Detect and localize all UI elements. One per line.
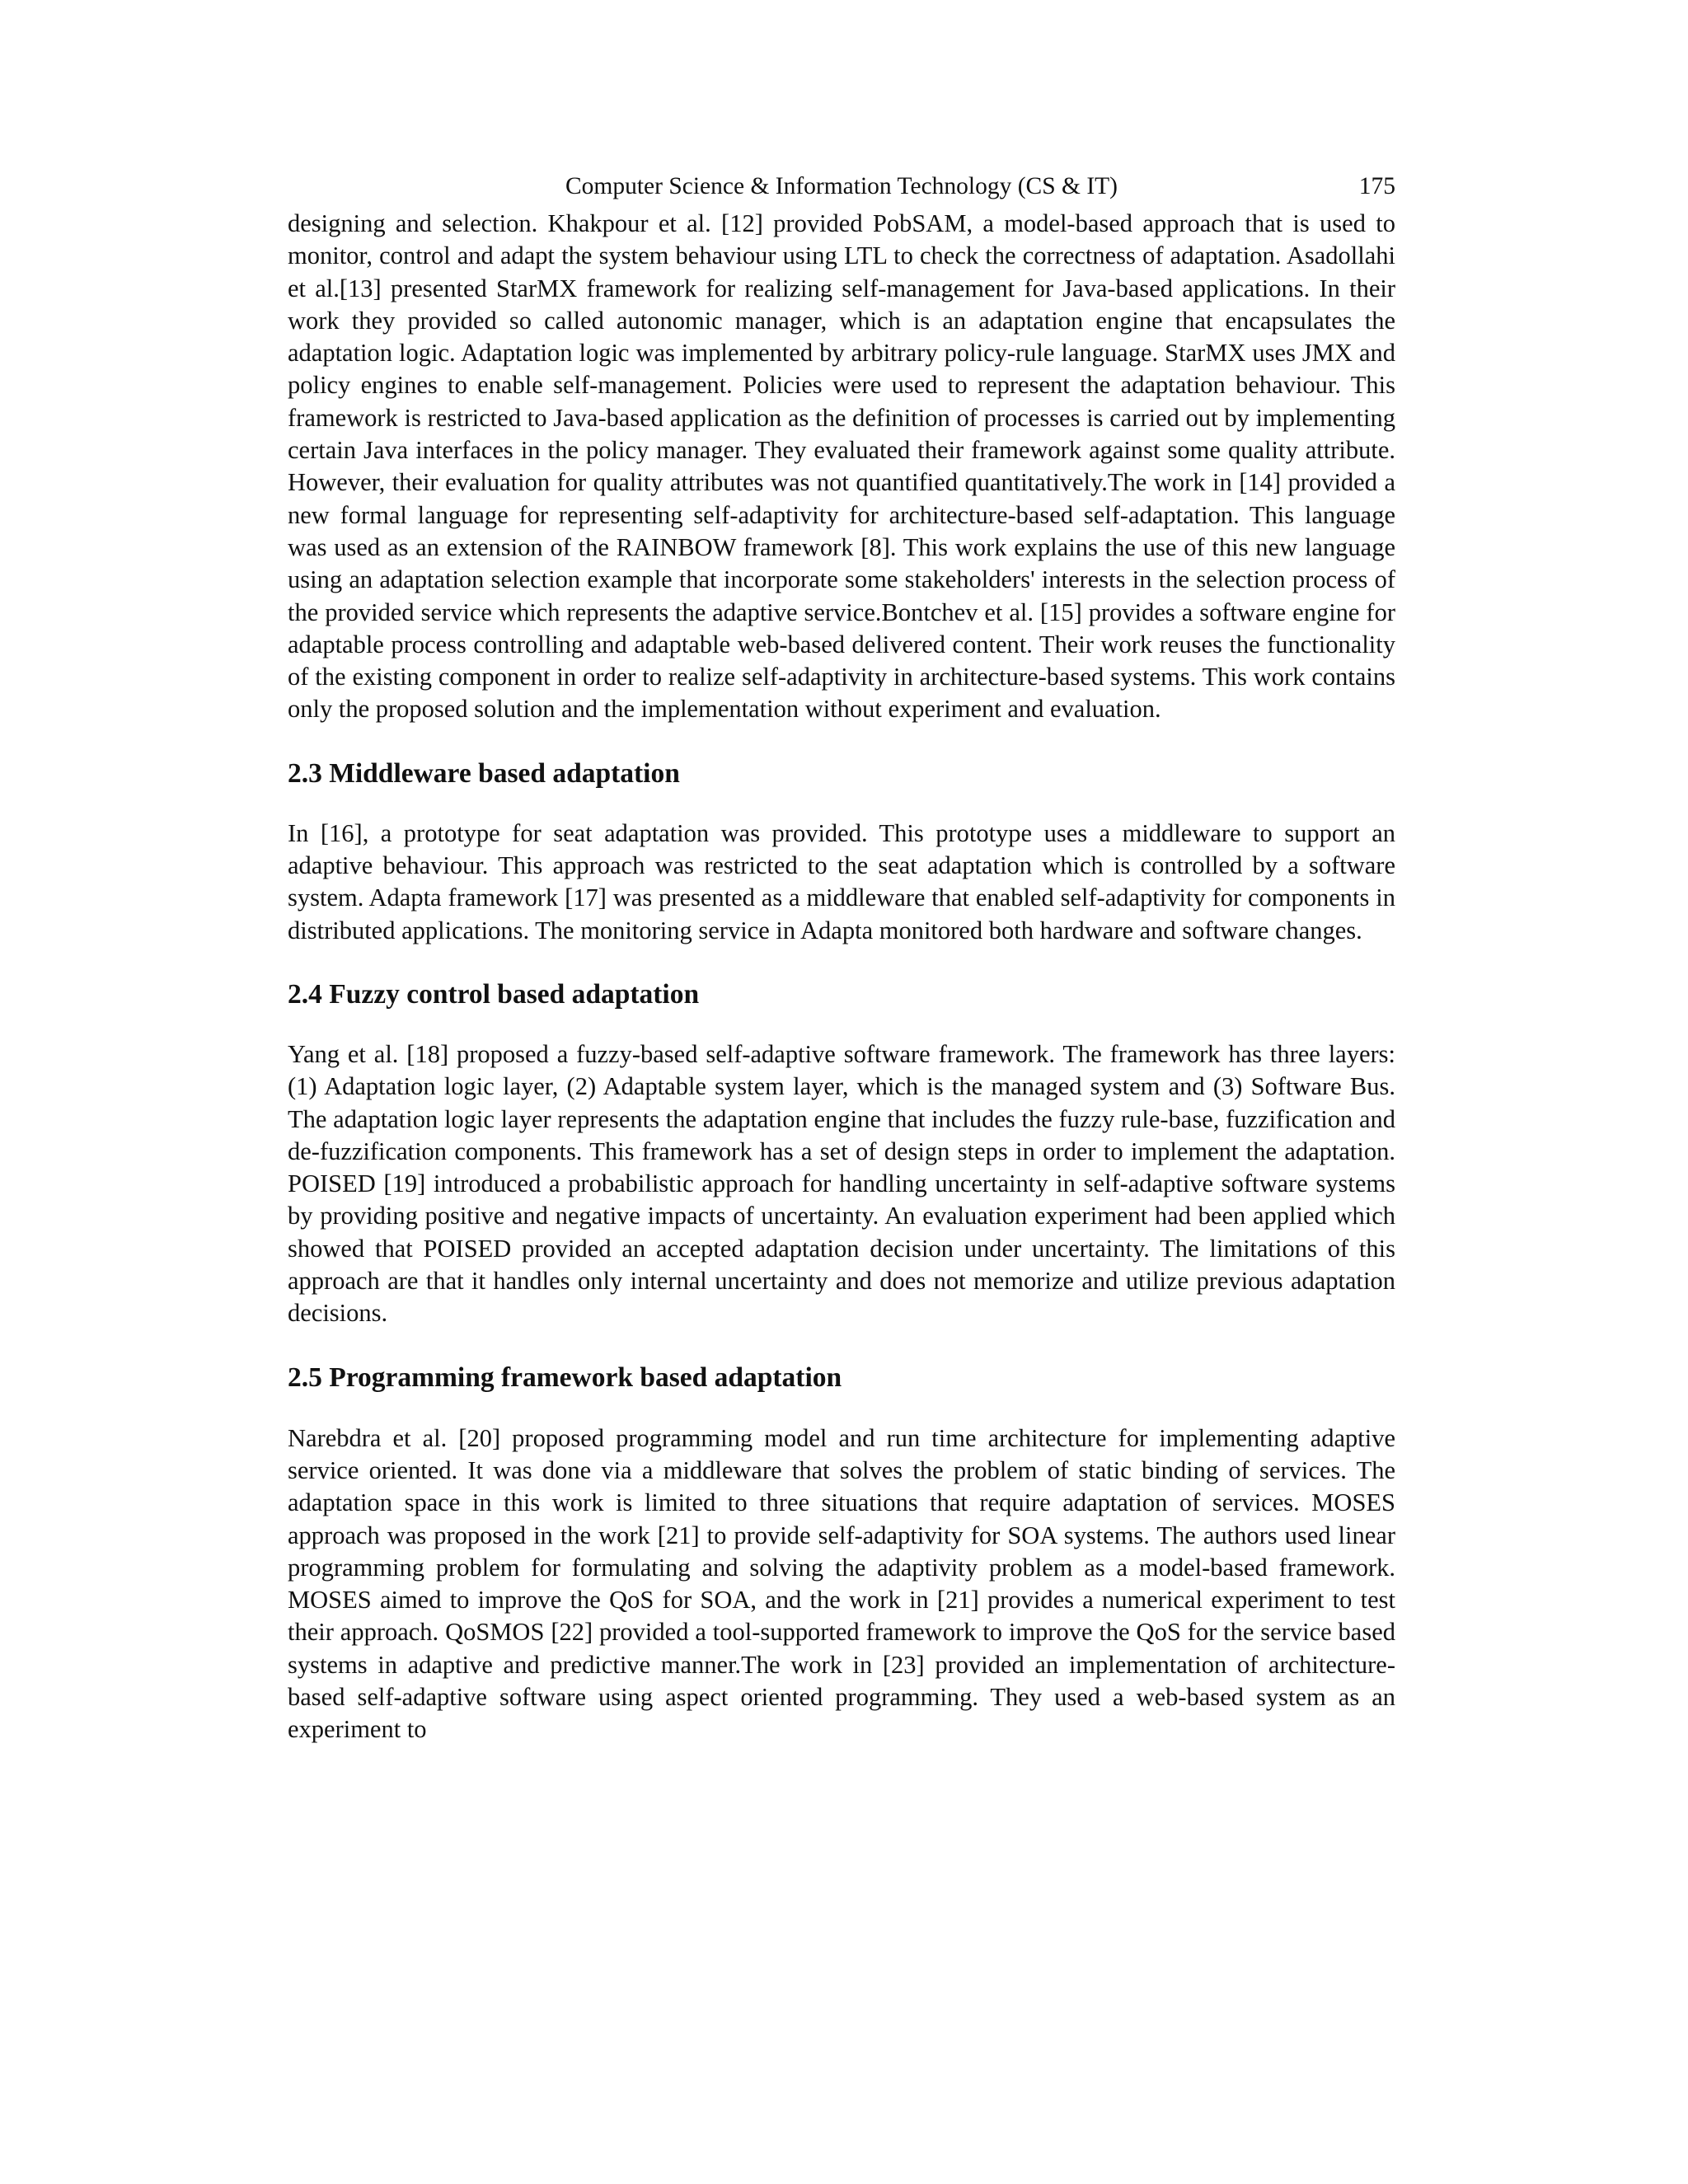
section-heading-middleware: 2.3 Middleware based adaptation [288, 757, 680, 789]
section-heading-fuzzy: 2.4 Fuzzy control based adaptation [288, 978, 700, 1010]
continuation-paragraph: designing and selection. Khakpour et al. [12] provided PobSAM, a model-based approach that is used to monitor, control and adapt the system behaviour using LTL to check the correctness of adaptation. Asadollahi et al.[13] presented StarMX framework for realizing self-management for Java-based applications. In their work they provided so called autonomic manager, which is an adaptation engine that encapsulates the adaptation logic. Adaptation logic was implemented by arbitrary policy-rule language. StarMX uses JMX and policy engines to enable self-management. Policies were used to represent the adaptation behaviour. This framework is restricted to Java-based application as the definition of processes is carried out by implementing certain Java interfaces in the policy manager. They evaluated their framework against some quality attribute. However, their evaluation for quality attributes was not quantified quantitatively.The work in [14] provided a new formal language for representing self-adaptivity for architecture-based self-adaptation. This language was used as an extension of the RAINBOW framework [8]. This work explains the use of this new language using an adaptation selection example that incorporate some stakeholders' interests in the selection process of the provided service which represents the adaptive service.Bontchev et al. [15] provides a software engine for adaptable process controlling and adaptable web-based delivered content. Their work reuses the functionality of the existing component in order to realize self-adaptivity in architecture-based systems. This work contains only the proposed solution and the implementation without experiment and evaluation. [288, 209, 1395, 724]
journal-title: Computer Science & Information Technology (CS & IT) [565, 173, 1118, 199]
page-number: 175 [1358, 173, 1395, 199]
document-page [288, 170, 1395, 1746]
programming-paragraph: Narebdra et al. [20] proposed programming model and run time architecture for implementing adaptive service oriented. It was done via a middleware that solves the problem of static binding of services. The adaptation space in this work is limited to three situations that require adaptation of services. MOSES approach was proposed in the work [21] to provide self-adaptivity for SOA systems. The authors used linear programming problem for formulating and solving the adaptivity problem as a model-based framework. MOSES aimed to improve the QoS for SOA, and the work in [21] provides a numerical experiment to test their approach. QoSMOS [22] provided a tool-supported framework to improve the QoS for the service based systems in adaptive and predictive manner.The work in [23] provided an implementation of architecture-based self-adaptive software using aspect oriented programming. They used a web-based system as an experiment to [288, 1423, 1395, 1744]
running-header [288, 170, 1395, 203]
fuzzy-paragraph: Yang et al. [18] proposed a fuzzy-based self-adaptive software framework. The framework has three layers: (1) Adaptation logic layer, (2) Adaptable system layer, which is the managed system and (3) Software Bus. The adaptation logic layer represents the adaptation engine that includes the fuzzy rule-base, fuzzification and de-fuzzification components. This framework has a set of design steps in order to implement the adaptation. POISED [19] introduced a probabilistic approach for handling uncertainty in self-adaptive software systems by providing positive and negative impacts of uncertainty. An evaluation experiment had been applied which showed that POISED provided an accepted adaptation decision under uncertainty. The limitations of this approach are that it handles only internal uncertainty and does not memorize and utilize previous adaptation decisions. [288, 1039, 1395, 1328]
section-heading-programming: 2.5 Programming framework based adaptation [288, 1361, 842, 1393]
middleware-paragraph: In [16], a prototype for seat adaptation was provided. This prototype uses a middleware to support an adaptive behaviour. This approach was restricted to the seat adaptation which is controlled by a software system. Adapta framework [17] was presented as a middleware that enabled self-adaptivity for components in distributed applications. The monitoring service in Adapta monitored both hardware and software changes. [288, 818, 1395, 944]
